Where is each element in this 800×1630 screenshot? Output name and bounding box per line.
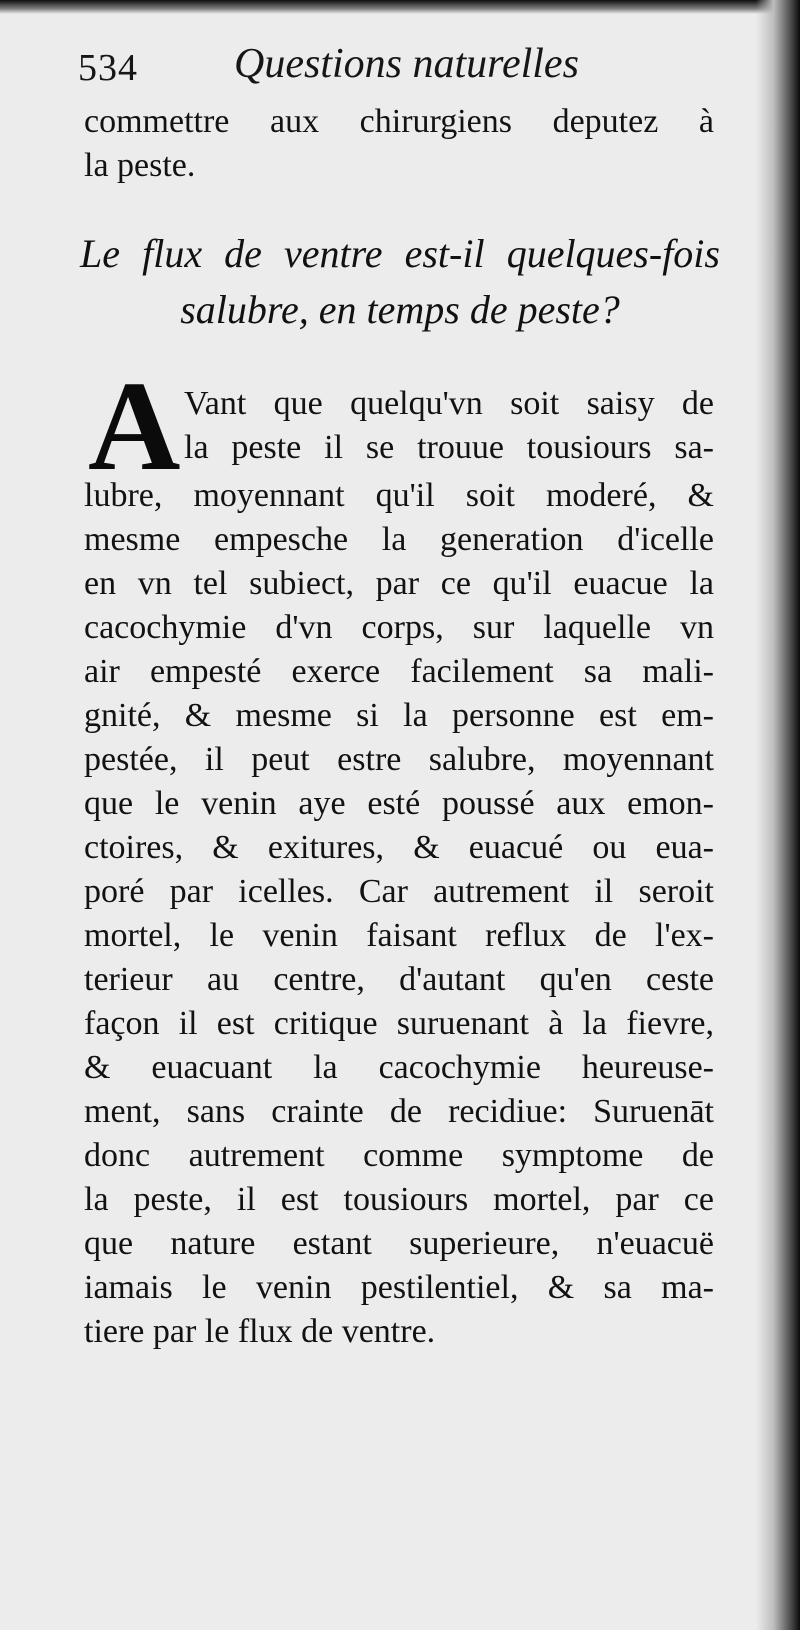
paragraph-opening <box>184 382 714 470</box>
text-line: gnité, & mesme si la personne est em- <box>84 697 714 734</box>
heading-line: Le flux de ventre est-il quelques-fois <box>80 231 720 276</box>
text-line: ctoires, & exitures, & euacué ou eua- <box>84 829 714 866</box>
text-line: que le venin aye esté poussé aux emon- <box>84 785 714 822</box>
text-line: Vant que quelqu'vn soit saisy de <box>184 385 714 422</box>
page-top-shadow <box>0 0 800 14</box>
text-line: ment, sans crainte de recidiue: Suruenāt <box>84 1093 714 1130</box>
text-line: mesme empesche la generation d'icelle <box>84 521 714 558</box>
text-line: la peste, il est tousiours mortel, par ce <box>84 1181 714 1218</box>
text-line: lubre, moyennant qu'il soit moderé, & <box>84 477 714 514</box>
text-line: en vn tel subiect, par ce qu'il euacue la <box>84 565 714 602</box>
page-number: 534 <box>78 47 138 89</box>
text-line: iamais le venin pestilentiel, & sa ma- <box>84 1269 714 1306</box>
text-line: que nature estant superieure, n'euacuë <box>84 1225 714 1262</box>
text-line: air empesté exerce facilement sa mali- <box>84 653 714 690</box>
running-title: Questions naturelles <box>234 41 579 87</box>
heading-line: salubre, en temps de peste? <box>180 287 620 332</box>
paragraph-body <box>84 474 714 1354</box>
text-line: la peste il se trouue tousiours sa- <box>184 429 714 466</box>
intro-text <box>84 100 714 188</box>
text-line: façon il est critique suruenant à la fievre, <box>84 1005 714 1042</box>
text-line: mortel, le venin faisant reflux de l'ex- <box>84 917 714 954</box>
page-binding-edge <box>756 0 800 1630</box>
text-line: & euacuant la cacochymie heureuse- <box>84 1049 714 1086</box>
page-header <box>78 40 718 90</box>
text-line: la peste. <box>84 147 196 184</box>
text-line: cacochymie d'vn corps, sur laquelle vn <box>84 609 714 646</box>
text-line: pestée, il peut estre salubre, moyennant <box>84 741 714 778</box>
drop-cap: A <box>88 355 181 497</box>
text-line: poré par icelles. Car autrement il seroit <box>84 873 714 910</box>
text-line: tiere par le flux de ventre. <box>84 1313 436 1350</box>
text-line: donc autrement comme symptome de <box>84 1137 714 1174</box>
text-line: terieur au centre, d'autant qu'en ceste <box>84 961 714 998</box>
section-heading <box>80 226 720 338</box>
text-line: commettre aux chirurgiens deputez à <box>84 103 714 140</box>
